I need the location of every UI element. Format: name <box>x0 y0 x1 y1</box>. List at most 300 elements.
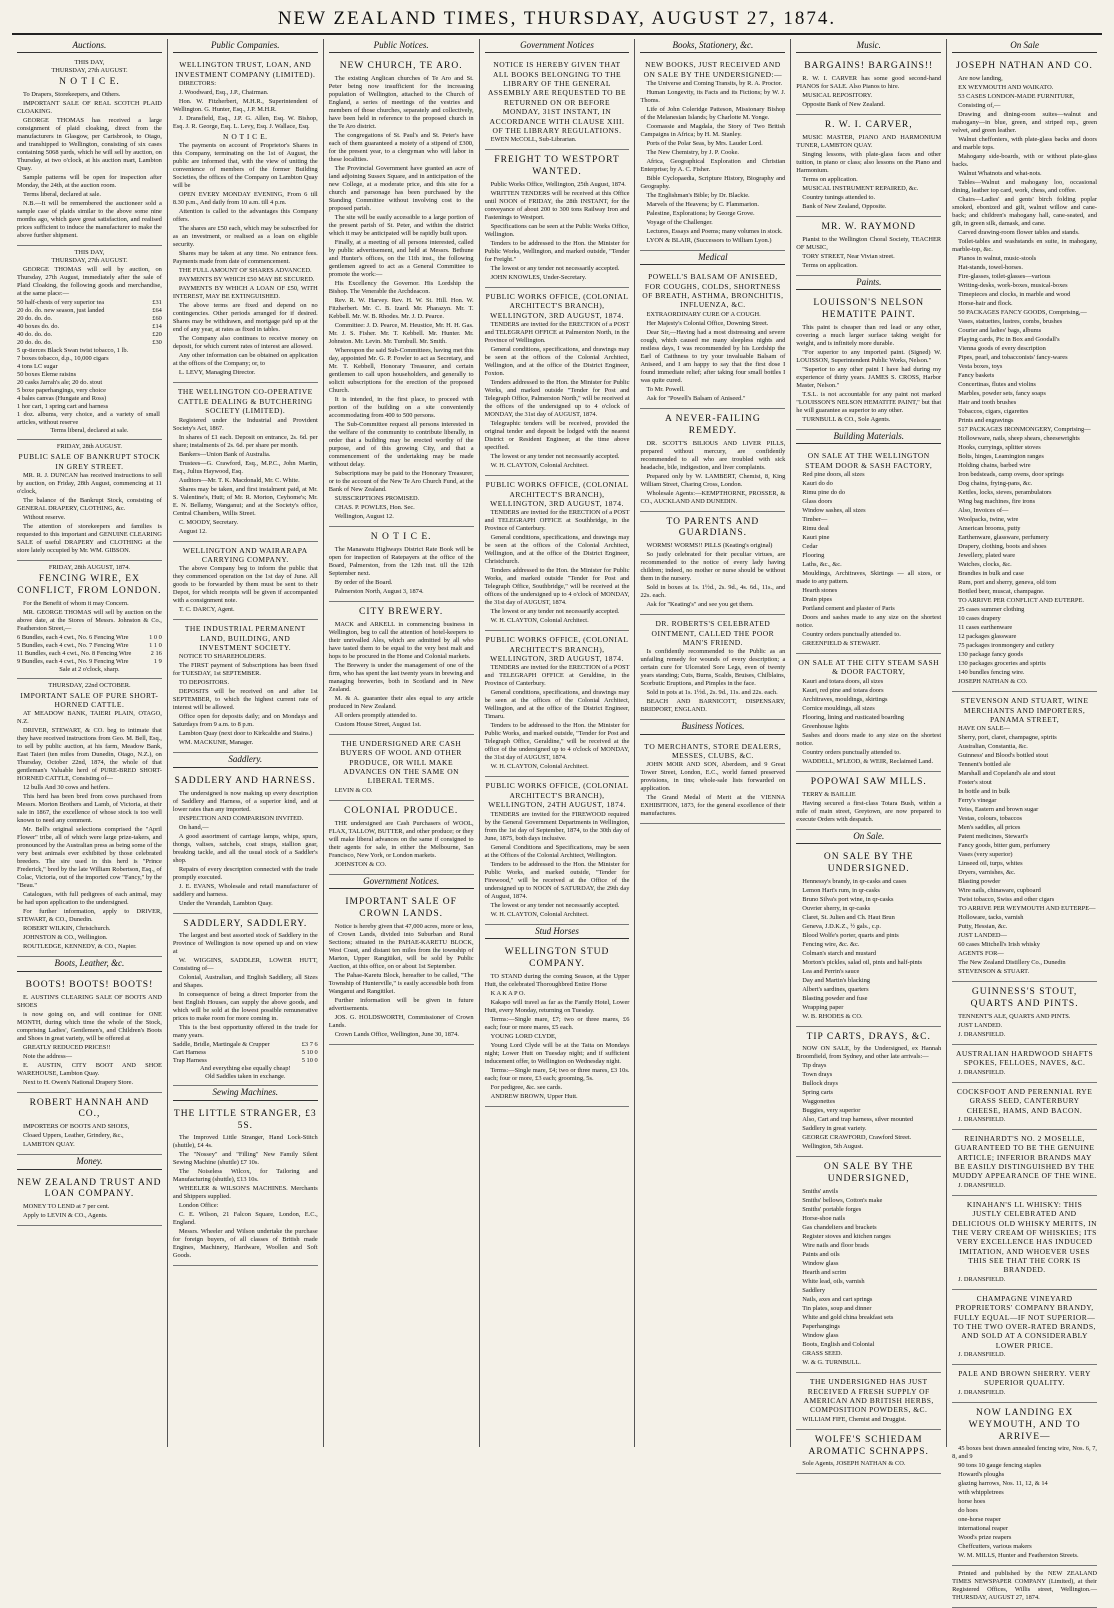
advertisement <box>796 1157 941 1373</box>
ad-text: NOW ON SALE, by the Undersigned, ex Hannah Broomfield, from Sydney, and other late arrivals:— <box>796 1045 942 1061</box>
section-title: Public Notices. <box>329 40 474 53</box>
ad-text: TENDERS are invited for the ERECTION of a POST and TELEGRAPH OFFICE at Palmerston North, in the Province of Wellington. <box>484 321 630 345</box>
advertisement <box>329 801 474 875</box>
ad-text: EXTRAORDINARY CURE OF A COUGH. <box>646 310 761 318</box>
ad-text: Singing lessons, with plate-glass faces and other tuition, in piano or class; also lessons on the Piano and Harmonium. <box>796 151 942 174</box>
ad-text: JOHNSTON & CO. <box>334 860 387 868</box>
advertisement <box>640 409 785 512</box>
price-row <box>17 403 162 411</box>
row-item: 7 boxes tobacco, d.p., 10,000 cigars <box>17 355 109 363</box>
section-title: Medical <box>640 252 785 265</box>
ad-text: IMPORTANT SALE OF REAL SCOTCH PLAID CLOAKING. <box>17 100 162 116</box>
ad-text: Ask for "Keating's" and see you get them. <box>646 601 754 609</box>
advertisement <box>952 1403 1097 1567</box>
ad-text: Glass doors <box>802 497 833 505</box>
column-7 <box>947 39 1102 1602</box>
ad-text: Dog chains, frying-pans, &c. <box>958 480 1033 488</box>
ad-text: Horse-hair and flock. <box>958 300 1013 308</box>
ad-text: Writing-desks, work-boxes, musical-boxes <box>958 282 1068 290</box>
ad-text: Linseed oil, turps, whites <box>958 860 1023 868</box>
ad-heading: THE UNDERSIGNED ARE CASH BUYERS OF WOOL AND OTHER PRODUCE, OR WILL MAKE ADVANCES ON THE SAME ON LIBERAL TERMS. <box>340 738 462 786</box>
ad-text: White and gold china breakfast sets <box>802 1314 894 1322</box>
ad-text: IMPORTERS OF BOOTS AND SHOES, <box>23 1123 130 1131</box>
advertisement <box>640 512 785 616</box>
ad-text: Sashes and doors made to any size on the shortest notice. <box>796 731 942 747</box>
ad-text: 50 PACKAGES FANCY GOODS, Comprising,— <box>958 309 1087 317</box>
ad-text: Voyage of the Challenger. <box>646 219 713 226</box>
ad-text: Patent medicines, Stewart's <box>958 833 1028 841</box>
ad-text: AGENTS FOR— <box>958 950 1004 958</box>
ad-text: TERRY & BAILLIE <box>802 790 856 798</box>
ad-text: Are now landing, <box>958 75 1003 83</box>
ad-text: Sold in pots at 1s. 1½d., 2s. 9d., 11s. and 22s. each. <box>646 689 778 697</box>
row-item: 50 half-chests of very superior tea <box>17 299 105 307</box>
ad-text: 90 tons 10 gauge fencing staples <box>958 1462 1042 1470</box>
ad-text: Terms:—Single mare, £7; two or three mares, £6 each; four or more mares, £5 each. <box>484 1015 630 1031</box>
ad-text: Colonial, Australian, and English Saddlery, all Sizes and Shapes. <box>172 974 318 990</box>
advertisement <box>796 654 941 772</box>
ad-text: Next to H. Owen's National Drapery Store. <box>23 1078 134 1086</box>
ad-subheading: N O T I C E. <box>223 132 268 141</box>
ad-text: Palestine, Explorations; by George Grove. <box>646 210 755 217</box>
column-6 <box>791 39 947 1468</box>
ad-text: Dear Sir,—Having had a most distressing and severe cough, which caused me many sleepless nights and restless days, I was recommended by his Lordship the Earl of Caithness to try your invaluable Balsam of Aniseed, and I am happy to say that the first dose I found immediate relief; after taking four small bottles I was quite cured. <box>640 328 786 384</box>
ad-text: Without reserve. <box>23 513 66 521</box>
ad-text: Tenders to be addressed to the Hon. the Minister for Public Works, and marked outside, "Tender for Post and Telegraph Office, Geraldine," will be received at the office of the undersigned up to 4 o'clock of MONDAY, the 31st day of AUGUST, 1874. <box>484 722 630 762</box>
ad-text: To Drapers, Storekeepers, and Others. <box>23 91 121 99</box>
ad-text: Kauri and totara doors, all sizes <box>802 677 884 685</box>
row-price: 5 10 0 <box>301 1057 318 1065</box>
advertisement <box>952 1083 1097 1130</box>
ad-text: A good assortment of carriage lamps, whips, spurs, thongs, valises, satchels, coat straps, stallion gear, breaking tackle, and all the usual stock of a Saddler's shop. <box>172 832 318 864</box>
ad-text: J. DRANSFIELD. <box>958 1068 1006 1076</box>
ad-text: Earthenware, glassware, perfumery <box>958 534 1049 542</box>
ad-heading: FENCING WIRE, EX CONFLICT, FROM LONDON. <box>17 573 162 596</box>
ad-text: Palmerston North, August 3, 1874. <box>334 588 424 595</box>
price-row <box>17 363 162 371</box>
ad-heading: KINAHAN'S LL WHISKY: THIS JUSTLY CELEBRATED AND DELICIOUS OLD WHISKY MERITS, IN THE VERY CREAM OF WHISKIES; ITS VERY EXCELLENCE HAS INDUCED IMITATION, AND WHOEVER USES THIS SEE THAT THE CORK IS BRANDED. <box>952 1199 1098 1275</box>
ad-text: The lowest or any tender not necessarily accepted. <box>490 265 620 272</box>
ad-text: 517 PACKAGES IRONMONGERY, Comprising— <box>958 426 1091 434</box>
row-item: 20 do. do. do. <box>17 339 53 347</box>
advertisement <box>796 293 941 430</box>
ad-heading: PUBLIC WORKS OFFICE, (COLONIAL ARCHITECT'S BRANCH), WELLINGTON, 3RD AUGUST, 1874. <box>485 292 629 320</box>
row-price: 1 1 0 <box>149 641 162 649</box>
ad-text: Drapery, clothing, boots and shoes <box>958 543 1047 551</box>
ad-text: WHEELER & WILSON'S MACHINES. Merchants and Shippers supplied. <box>172 1185 318 1201</box>
row-price: £30 <box>152 339 162 347</box>
ad-text: Wellington, 5th August. <box>802 1143 864 1151</box>
ad-text: The New Zealand Distillery Co., Dunedin <box>958 959 1066 967</box>
ad-text: By order of the Board. <box>334 579 393 586</box>
row-item: 11 Bundles, each 4 cwt., No. 8 Fencing Wire <box>17 649 132 657</box>
ad-heading: POWELL'S BALSAM OF ANISEED, FOR COUGHS, COLDS, SHORTNESS OF BREATH, ASTHMA, BRONCHITIS, INFLUENZA, &C. <box>642 272 784 310</box>
ad-text: C. MOODY, Secretary. <box>178 518 239 526</box>
ad-text: The undersigned is now making up every description of Saddlery and Harness, of a superior kind, and at lower rates than any imported. <box>172 789 318 813</box>
advertisement <box>173 542 318 621</box>
ad-text: Hair and tooth brushes <box>958 399 1017 407</box>
ad-text: Opposite Bank of New Zealand. <box>802 101 885 109</box>
ad-text: PAYMENTS BY WHICH A LOAN OF £50, WITH INTEREST, MAY BE EXTINGUISHED. <box>172 285 318 301</box>
ad-dateline: THURSDAY, 27th AUGUST. <box>51 257 128 265</box>
ad-text: Walnut Whatnots and what-nots. <box>958 170 1042 178</box>
ad-text: Pianist to the Wellington Choral Society, TEACHER OF MUSIC, <box>796 235 942 251</box>
ad-text: MONEY TO LEND at 7 per cent. <box>23 1203 110 1211</box>
ad-heading: LOUISSON'S NELSON HEMATITE PAINT. <box>813 298 925 320</box>
ad-heading: FREIGHT TO WESTPORT WANTED. <box>494 155 620 178</box>
ad-text: White lead, oils, varnish <box>802 1278 865 1286</box>
ad-text: MUSICAL INSTRUMENT REPAIRED, &c. <box>802 185 919 192</box>
ad-text: TENDERS are invited for the ERECTION of a POST and TELEGRAPH OFFICE at Geraldine, in the Province of Canterbury. <box>484 664 630 688</box>
ad-text: 130 package fancy goods <box>958 651 1023 659</box>
ad-text: Fancy goods, bitter gum, perfumery <box>958 842 1051 850</box>
ad-text: Flooring, lining and rusticated boarding <box>802 713 904 721</box>
ad-text: W. H. CLAYTON, Colonial Architect. <box>490 763 589 771</box>
ad-text: His Excellency the Governor. His Lordship the Bishop. The Venerable the Archdeacon. <box>328 280 474 296</box>
advertisement <box>173 383 318 541</box>
masthead: NEW ZEALAND TIMES, THURSDAY, AUGUST 27, 1874. <box>12 8 1102 35</box>
ad-text: W. WIGGINS, SADDLER, LOWER HUTT, Consisting of— <box>172 957 318 973</box>
advertisement <box>17 440 162 561</box>
column-5 <box>635 39 791 1447</box>
ad-heading: SADDLERY AND HARNESS. <box>174 775 316 786</box>
ad-text: Mr. Bell's original selections comprised the "April Flower" tribe, all of which were large prize-takers, and pronounced by the Australian press as being some of the very best animals ever exhibited by those celebrated breeders. The sire used in this herd is "Prince Frederick," bred by the late William Robertson, Esq., of Colac, Victoria, out of the imported cow "Fancy," by the "Beau." <box>17 826 162 890</box>
ad-text: Fire-glasses, toilet-glasses—various <box>958 273 1051 281</box>
ad-text: Lambton Quay (next door to Kirkcaldie and Stains.) <box>178 730 313 738</box>
ad-text: Lemon Hart's rum, in qr-casks <box>802 886 880 894</box>
ad-text: L. LEVY, Managing Director. <box>178 369 256 377</box>
ad-text: Shares may be taken at any time. No entrance fees. Payments made from date of commencement. <box>172 250 318 266</box>
ad-text: MACK and ARKELL in commencing business in Wellington, beg to call the attention of hotel-keepers to their unrivalled Ales, which are admitted by all who have tasted them to be equal to the very best malt and hops to be procured in the Home and Colonial markets. <box>328 620 474 660</box>
ad-text: The payments on account of Proprietor's Shares in this Company, terminating on the 1st of August, the public are informed that, with the view of uniting the convenience of members of the former Building Societies, the offices of the Company on Lambton Quay will be <box>172 142 318 190</box>
ad-text: The Brewery is under the management of one of the firm, who has spent the last twenty years in brewing and managing breweries, both in Scotland and in New Zealand. <box>328 661 474 693</box>
ad-text: Saddlery in great variety. <box>802 1125 867 1133</box>
ad-text: To Mr. Powell. <box>646 385 685 393</box>
ad-text: J. Dransfield, Esq., J.P. G. Allen, Esq. W. Bishop, Esq. J. R. George, Esq. L. Levy, Esq. J. Wallace, Esq. <box>172 115 318 130</box>
advertisement <box>329 892 474 1045</box>
advertisement <box>329 56 474 527</box>
advertisement <box>796 1373 941 1430</box>
ad-text: E. AUSTIN, CITY BOOT AND SHOE WAREHOUSE, Lambton Quay. <box>17 1061 162 1077</box>
row-price: 5 10 0 <box>301 1049 318 1057</box>
advertisement <box>173 620 318 753</box>
ad-text: EWEN McCOLL, Sub-Librarian. <box>490 136 577 144</box>
ad-text: Chairs—Ladies' and gents' birch folding poplar smoked, ebonized and gilt, walnut willow and cane-back; and children's mahogany hall, cane-seated, and gilt, in green silk, damask, and cane. <box>952 196 1098 228</box>
ad-text: This is the best opportunity offered in the trade for many years. <box>172 1024 318 1040</box>
ad-text: Spring carts <box>802 1089 834 1097</box>
price-row <box>17 642 162 650</box>
ad-text: "Superior to any other paint I have had during my experience of thirty years. JAMES S. CROSS, Harbor Master, Nelson." <box>796 365 942 389</box>
ad-text: Claret, St. Julien and Ch. Haut Brun <box>802 913 895 921</box>
ad-text: 130 packages groceries and spirits <box>958 660 1046 668</box>
ad-text: Dryers, varnishes, &c. <box>958 869 1016 877</box>
ad-text: SUBSCRIPTIONS PROMISED. <box>334 495 420 503</box>
ad-heading: R. W. I. CARVER, <box>824 120 913 131</box>
ad-heading: NOW LANDING EX WEYMOUTH, AND TO ARRIVE— <box>968 1407 1081 1442</box>
ad-text: J. DRANSFIELD. <box>958 1275 1006 1283</box>
ad-text: Coomassie and Magdala, the Story of Two British Campaigns in Africa; by H. M. Stanley. <box>640 123 786 138</box>
ad-text: 11 cases earthenware <box>958 624 1013 632</box>
ad-heading: THE LITTLE STRANGER, £3 5S. <box>173 1108 317 1131</box>
row-item: 20 casks Jarrah's ale; 20 do. stout <box>17 379 103 387</box>
price-row <box>17 371 162 379</box>
ad-text: Holloware, tacks, varnish <box>958 914 1024 922</box>
section-title: On Sale <box>952 40 1097 53</box>
ad-text: Any other information can be obtained on application at the offices of the Company; or, to <box>172 352 318 368</box>
ad-text: Prints and engravings <box>958 417 1014 425</box>
ad-text: Vases (very superior) <box>958 851 1013 859</box>
ad-heading: AUSTRALIAN HARDWOOD SHAFTS SPOKES, FELLOES, NAVES, &C. <box>956 1049 1094 1068</box>
section-title: Boots, Leather, &c. <box>17 958 162 971</box>
ad-text: M. & A. guarantee their ales equal to any article produced in New Zealand. <box>328 694 474 710</box>
advertisement <box>485 777 630 924</box>
ad-text: Smiths' anvils <box>802 1188 839 1196</box>
ad-heading: REINHARDT'S NO. 2 MOSELLE, GUARANTEED TO BE THE GENUINE ARTICLE; INFERIOR BRANDS MAY BE EASILY DISTINGUISHED BY THE MUDDY APPEARANCE OF THE WINE. <box>952 1133 1097 1181</box>
advertisement <box>329 735 474 801</box>
ad-text: DIRECTORS: <box>178 80 217 87</box>
ad-text: Further information will be given in future advertisements. <box>328 996 474 1012</box>
advertisement <box>173 914 318 1087</box>
ad-text: Holding chains, barbed wire <box>958 462 1031 470</box>
ad-text: DEPOSITS will be received on and after 1st SEPTEMBER, to which the highest current rate of interest will be allowed. <box>172 688 318 712</box>
ad-text: Trustees—G. Crawford, Esq., M.P.C., John Martin, Esq., Julius Haywood, Esq. <box>172 459 318 475</box>
ad-heading: ON SALE BY THE UNDERSIGNED, <box>823 1162 914 1185</box>
row-item: 5 Bundles, each 4 cwt., No. 7 Fencing Wire <box>17 641 129 649</box>
ad-text: The Pahae-Karetu Block, hereafter to be called, "The Township of Hunterville," is easily accessible both from Wanganui and Rangitikei. <box>328 971 474 995</box>
ad-text: Bullock drays <box>802 1080 838 1088</box>
ad-text: The above terms are fixed and depend on no contingencies. Other periods arranged for if desired. Shares may be withdrawn, and mortgage pa'd up at the end of any year, at rates as fixed in tables. <box>172 302 318 334</box>
section-title: Stud Horses <box>485 926 630 939</box>
section-title: Building Materials. <box>796 431 941 444</box>
ad-text: WORMS! WORMS!! PILLS (Keating's original) <box>646 542 773 550</box>
ad-heading: WOLFE'S SCHIEDAM AROMATIC SCHNAPPS. <box>808 1434 929 1457</box>
ad-text: Timepieces and clocks, in marble and wood <box>958 291 1071 299</box>
row-item: 20 do. do. do. <box>17 315 53 323</box>
ad-text: It is intended, in the first place, to proceed with portion of the building on a site conveniently accommodating from 400 to 500 persons. <box>328 396 474 420</box>
ad-text: Iron bedsteads, camp ovens, door springs <box>958 471 1064 479</box>
ad-text: DRIVER, STEWART, & CO. beg to intimate that they have received instructions from Geo. M. Bell, Esq., to sell by public auction, at his farm, Meadow Bank, East Taieri (ten miles from Dunedin, Otago, N.Z.), on Thursday, October 22nd, 1874, the whole of that gentleman's Valuable herd of PURE-BRED SHORT-HORNED CATTLE, Consisting of— <box>17 727 162 783</box>
ad-text: Telegraphic tenders will be received, provided the original tender and deposit be lodged with the nearest District or Resident Engineer, at the time above specified. <box>484 420 630 452</box>
ad-text: TO STAND during the coming Season, at the Upper Hutt, the celebrated Thoroughbred Entire Horse <box>484 972 630 988</box>
ad-text: OPEN EVERY MONDAY EVENING, From 6 till 8.30 p.m., And daily from 10 a.m. till 4 p.m. <box>172 191 318 207</box>
ad-text: THE FULL AMOUNT OF SHARES ADVANCED. <box>178 267 312 275</box>
ad-text: Window glass <box>802 1260 839 1268</box>
advertisement <box>796 847 941 1027</box>
advertisement <box>17 246 162 440</box>
price-row <box>173 1057 318 1065</box>
ad-text: Apply to LEVIN & CO., Agents. <box>23 1212 108 1220</box>
ad-text: Life of John Coleridge Patteson, Missionary Bishop of the Melanesian Islands; by Charlotte M. Yonge. <box>640 106 786 121</box>
ad-heading: NOTICE IS HEREBY GIVEN THAT ALL BOOKS BELONGING TO THE LIBRARY OF THE GENERAL ASSEMBLY ARE REQUESTED TO BE RETURNED ON OR BEFORE MONDAY, 31ST INSTANT, IN ACCORDANCE WITH CLAUSE XIII. OF THE LIBRARY REGULATIONS. <box>487 60 627 135</box>
ad-heading: IMPORTANT SALE OF CROWN LANDS. <box>345 896 457 919</box>
ad-text: Window glass <box>802 1332 839 1340</box>
ad-text: The attention of storekeepers and families is requested to this important and GENUINE CLEARING SALE of useful DRAPERY and CLOTHING at the store lately occupied by Mr. WM. GIBSON. <box>17 522 162 554</box>
ad-text: For further information, apply to DRIVER, STEWART, & CO., Dunedin. <box>17 908 162 924</box>
price-row <box>17 315 162 323</box>
ad-text: WM. MACKUNE, Manager. <box>178 739 254 747</box>
advertisement <box>952 982 1097 1045</box>
ad-text: Day and Martin's blacking <box>802 976 871 984</box>
ad-text: TO ARRIVE PER CONFLICT AND EUTERPE. <box>958 597 1084 605</box>
ad-text: Mouldings, Architraves, Skirtings — all sizes, or made to any pattern. <box>796 569 942 585</box>
ad-text: 53 CASES LONDON-MADE FURNITURE, <box>958 93 1075 101</box>
advertisement <box>17 561 162 679</box>
ad-text: Sole Agents, JOSEPH NATHAN & CO. <box>802 1460 906 1468</box>
ad-text: Country orders punctually attended to. <box>802 748 901 756</box>
ad-text: Printed and published by the NEW ZEALAND TIMES NEWSPAPER COMPANY (Limited), at their Registered Offices, Willis street, Wellington.—THURSDAY, AUGUST 27, 1874. <box>952 1570 1098 1602</box>
ad-text: international reaper <box>958 1525 1009 1533</box>
ad-text: WILLIAM FIFE, Chemist and Druggist. <box>802 1415 907 1423</box>
ad-text: Geneva, J.D.K.Z., ½ gals., c.p. <box>802 922 881 930</box>
ad-text: Australian, Constantia, &c. <box>958 743 1028 751</box>
ad-text: Crown Lands Office, Wellington, June 30, 1874. <box>334 1030 459 1038</box>
row-price: £20 <box>152 331 162 339</box>
ad-heading: A NEVER-FAILING REMEDY. <box>664 413 761 436</box>
section-title: Government Notices <box>485 40 630 53</box>
ad-text: W. H. CLAYTON, Colonial Architect. <box>490 910 589 918</box>
ad-text: Guinness' and Blood's bottled stout <box>958 752 1049 760</box>
row-price: £3 7 6 <box>301 1041 318 1049</box>
ad-text: Wellington, August 12. <box>334 513 394 521</box>
row-item: 50 boxes Eleme raisins <box>17 371 77 379</box>
price-row <box>17 323 162 331</box>
ad-text: Bruno Silva's port wine, in qr-casks <box>802 895 894 903</box>
ad-text: Concertinas, flutes and violins <box>958 381 1036 389</box>
ad-text: GRASS SEED. <box>802 1350 843 1358</box>
price-row <box>17 395 162 403</box>
ad-text: Rimu deal <box>802 524 829 532</box>
ad-text: Kettles, locks, sieves, perambulators <box>958 489 1052 497</box>
ad-text: INSPECTION AND COMPARISON INVITED. <box>178 814 304 822</box>
ad-text: Laths, &c., &c. <box>802 560 842 568</box>
ad-text: J. DRANSFIELD. <box>958 1388 1006 1396</box>
ad-text: Jewellery, plated ware <box>958 552 1016 560</box>
ad-text: Public Works Office, Wellington, 25th August, 1874. <box>490 181 626 188</box>
ad-text: Sample patterns will be open for inspection after Monday, the 24th, at the auction room. <box>17 174 162 190</box>
ad-heading: SADDLERY, SADDLERY. <box>183 918 308 929</box>
advertisement <box>17 1093 162 1156</box>
ad-text: Hollowware, nails, sheep shears, cheesewrights <box>958 435 1080 443</box>
ad-text: 25 cases summer clothing <box>958 606 1025 614</box>
ad-text: The lowest or any tender not necessarily accepted. <box>490 453 620 461</box>
ad-text: Kauri pine <box>802 533 830 541</box>
ad-text: Note the address— <box>23 1052 72 1060</box>
ad-text: The Noiseless Wilcox, for Tailoring and Manufacturing (shuttle), £13 10s. <box>172 1168 318 1184</box>
price-row <box>17 658 162 666</box>
ad-text: GEORGE THOMAS has received a large consignment of plaid cloaking, direct from the manufacturers in Glasgow, per Carisbrook, to Otago, and transhipped to Wellington, consisting of six cases containing 5068 yards, which he will sell by auction, on Thursday, at two o'clock, at his auction mart, Lambton Quay. <box>17 117 162 173</box>
row-item: 6 Bundles, each 4 cwt., No. 6 Fencing Wire <box>17 633 129 641</box>
section-title: Auctions. <box>17 40 162 53</box>
ad-text: Flooring <box>802 551 825 559</box>
ad-text: "For superior to any imported paint. (Signed) W. LOUISSON, Superintendent Public Works, Nelson." <box>796 348 942 364</box>
ad-text: Watches, clocks, &c. <box>958 561 1012 569</box>
ad-text: Rimu pine do do <box>802 488 846 496</box>
ad-text: Sherry, port, claret, champagne, spirits <box>958 734 1057 742</box>
advertisement <box>485 631 630 777</box>
ad-text: 45 boxes best drawn annealed fencing wire, Nos. 6, 7, 8, and 9 <box>952 1445 1098 1461</box>
row-price: £14 <box>152 323 162 331</box>
ad-text: Wire nails, chinaware, cupboard <box>958 887 1041 895</box>
section-title: Money. <box>17 1156 162 1169</box>
ad-text: The above Company beg to inform the public that they commenced operation on the 1st day of June. All goods to be forwarded by them must be sent to their Depot, for which receipts will be given if accompanied with a consignment note. <box>172 565 318 605</box>
ad-text: Tenders addressed to the Hon. the Minister for Public Works, and marked outside "Tender for Post and Telegraph Office, Southbridge," will be received at the offices of the undersigned up to 4 o'clock of MONDAY, the 31st day of AUGUST, 1874. <box>484 567 630 607</box>
advertisement <box>485 476 630 631</box>
ad-heading: JOSEPH NATHAN AND CO. <box>956 61 1093 72</box>
ad-text: The "Nossey" and "Filling" New Family Silent Sewing Machine (shuttle) £7 10s. <box>172 1151 318 1167</box>
ad-text: The Company also continues to receive money on deposit, for which current rates of interest are allowed. <box>172 335 318 351</box>
ad-text: Attention is called to the advantages this Company offers. <box>172 208 318 224</box>
advertisement <box>17 56 162 246</box>
ad-text: 12 bulls And 30 cows and heifers. <box>23 784 110 792</box>
ad-text: LAMBTON QUAY. <box>23 1141 75 1149</box>
advertisement <box>329 527 474 602</box>
ad-text: The largest and best assorted stock of Saddlery in the Province of Wellington is now opened up and on view at <box>172 932 318 956</box>
ad-text: Walnut cheffoniers, with plate-glass backs and doors and marble tops. <box>952 136 1098 152</box>
ad-text: Subscriptions may be paid to the Honorary Treasurer, or to the account of the New Te Aro Church Fund, at the Bank of New Zealand. <box>328 470 474 494</box>
ad-heading: GUINNESS'S STOUT, QUARTS AND PINTS. <box>970 987 1079 1010</box>
ad-text: JUST LANDED. <box>958 1022 1003 1029</box>
advertisement <box>17 679 162 958</box>
ad-text: On hand,— <box>178 823 209 831</box>
price-row <box>17 307 162 315</box>
ad-text: J. DRANSFIELD. <box>958 1181 1006 1189</box>
ad-text: Woolpacks, twine, wire <box>958 516 1019 524</box>
ad-text: Is confidently recommended to the Public as an unfailing remedy for wounds of every description; a certain cure for Ulcerated Sore Legs, even of twenty years standing; Cuts, Burns, Scalds, Bruises, Chilblains, Scorbutic Eruptions, and Pimples in the face. <box>640 648 786 688</box>
advertisement <box>796 56 941 115</box>
ad-heading: WELLINGTON TRUST, LOAN, AND INVESTMENT COMPANY (LIMITED). <box>175 60 316 79</box>
ad-text: Tennent's bottled ale <box>958 761 1011 769</box>
ad-heading: TO PARENTS AND GUARDIANS. <box>666 516 760 539</box>
ad-heading: NEW ZEALAND TRUST AND LOAN COMPANY. <box>17 1177 162 1200</box>
ad-text: The Provincial Government have granted an acre of land adjoining Sussex Square, and in anticipation of the new College, at a moderate price, and this site for a church and parsonage has been purchased by the Standing Committee without involving cost to the proposed parish. <box>328 165 474 213</box>
ad-text: W. & G. TURNBULL. <box>802 1359 861 1367</box>
ad-text: August 12. <box>178 527 207 535</box>
row-item: 5 qr-tierces Black Swan twist tobacco, 1 lb. <box>17 347 129 355</box>
ad-text: do hoes <box>958 1507 978 1515</box>
ad-text: is now going on, and will continue for ONE MONTH, during which time the whole of the Stock, comprising Ladies', Gentlemen's, and Children's Boots and Shoes in great variety, will be offered at <box>17 1010 162 1042</box>
ad-text: In consequence of being a direct Importer from the best English Houses, can supply the above goods, and which will be sold at the lowest possible remunerative prices to make room for more coming in. <box>172 991 318 1023</box>
ad-text: Vesta boxes, toys <box>958 363 1003 371</box>
ad-text: ANDREW BROWN, Upper Hutt. <box>490 1092 578 1100</box>
ad-text: Kauri do do <box>802 479 833 487</box>
row-item: 40 do. do. do. <box>17 331 53 339</box>
ad-footnote: Sale at 2 o'clock, sharp. <box>59 665 120 673</box>
ad-text: Marvels of the Heavens; by C. Flammarion. <box>646 201 759 208</box>
ad-text: Waggonettes <box>802 1098 836 1106</box>
ad-dateline: THURSDAY, 22nd OCTOBER. <box>48 681 131 689</box>
advertisement <box>952 1045 1097 1083</box>
ad-text: In bottle and in bulk <box>958 788 1010 796</box>
ad-text: one-horse reaper <box>958 1516 1001 1524</box>
ad-text: The Sub-Committee request all persons interested in the welfare of the community to contribute liberally, in order that a building may be erected worthy of the purpose, and of this growing City, and that a commencement of the undertaking may be made without delay. <box>328 421 474 469</box>
row-price: 1 9 <box>153 657 162 665</box>
ad-text: TO ARRIVE PER WEYMOUTH AND EUTERPE— <box>958 905 1096 913</box>
ad-heading: ON SALE BY THE UNDERSIGNED. <box>823 851 914 874</box>
ad-text: Ask for "Powell's Balsam of Aniseed." <box>646 394 746 402</box>
ad-text: Prepared only by W. LAMBERT, Chemist, 8, King William Street, Charing Cross, London. <box>640 472 786 488</box>
ad-dateline: THURSDAY, 27th AUGUST. <box>51 67 128 75</box>
ad-text: JOS. G. HOLDSWORTH, Commissioner of Crown Lands. <box>328 1013 474 1029</box>
ad-text: For pedigree, &c. see cards. <box>490 1083 563 1091</box>
column-1 <box>12 39 168 1447</box>
ad-text: Hooks, curryings, splitter stoves <box>958 444 1041 452</box>
price-row <box>17 339 162 347</box>
ad-text: Drain pipes <box>802 595 832 603</box>
ad-text: Office open for deposits daily; and on Mondays and Saturdays from 9 a.m. to 8 p.m. <box>172 713 318 729</box>
ad-footnote: And everything else equally cheap! <box>200 1065 291 1073</box>
advertisement <box>485 288 630 476</box>
ad-text: Custom House Street, August 1st. <box>334 720 421 728</box>
